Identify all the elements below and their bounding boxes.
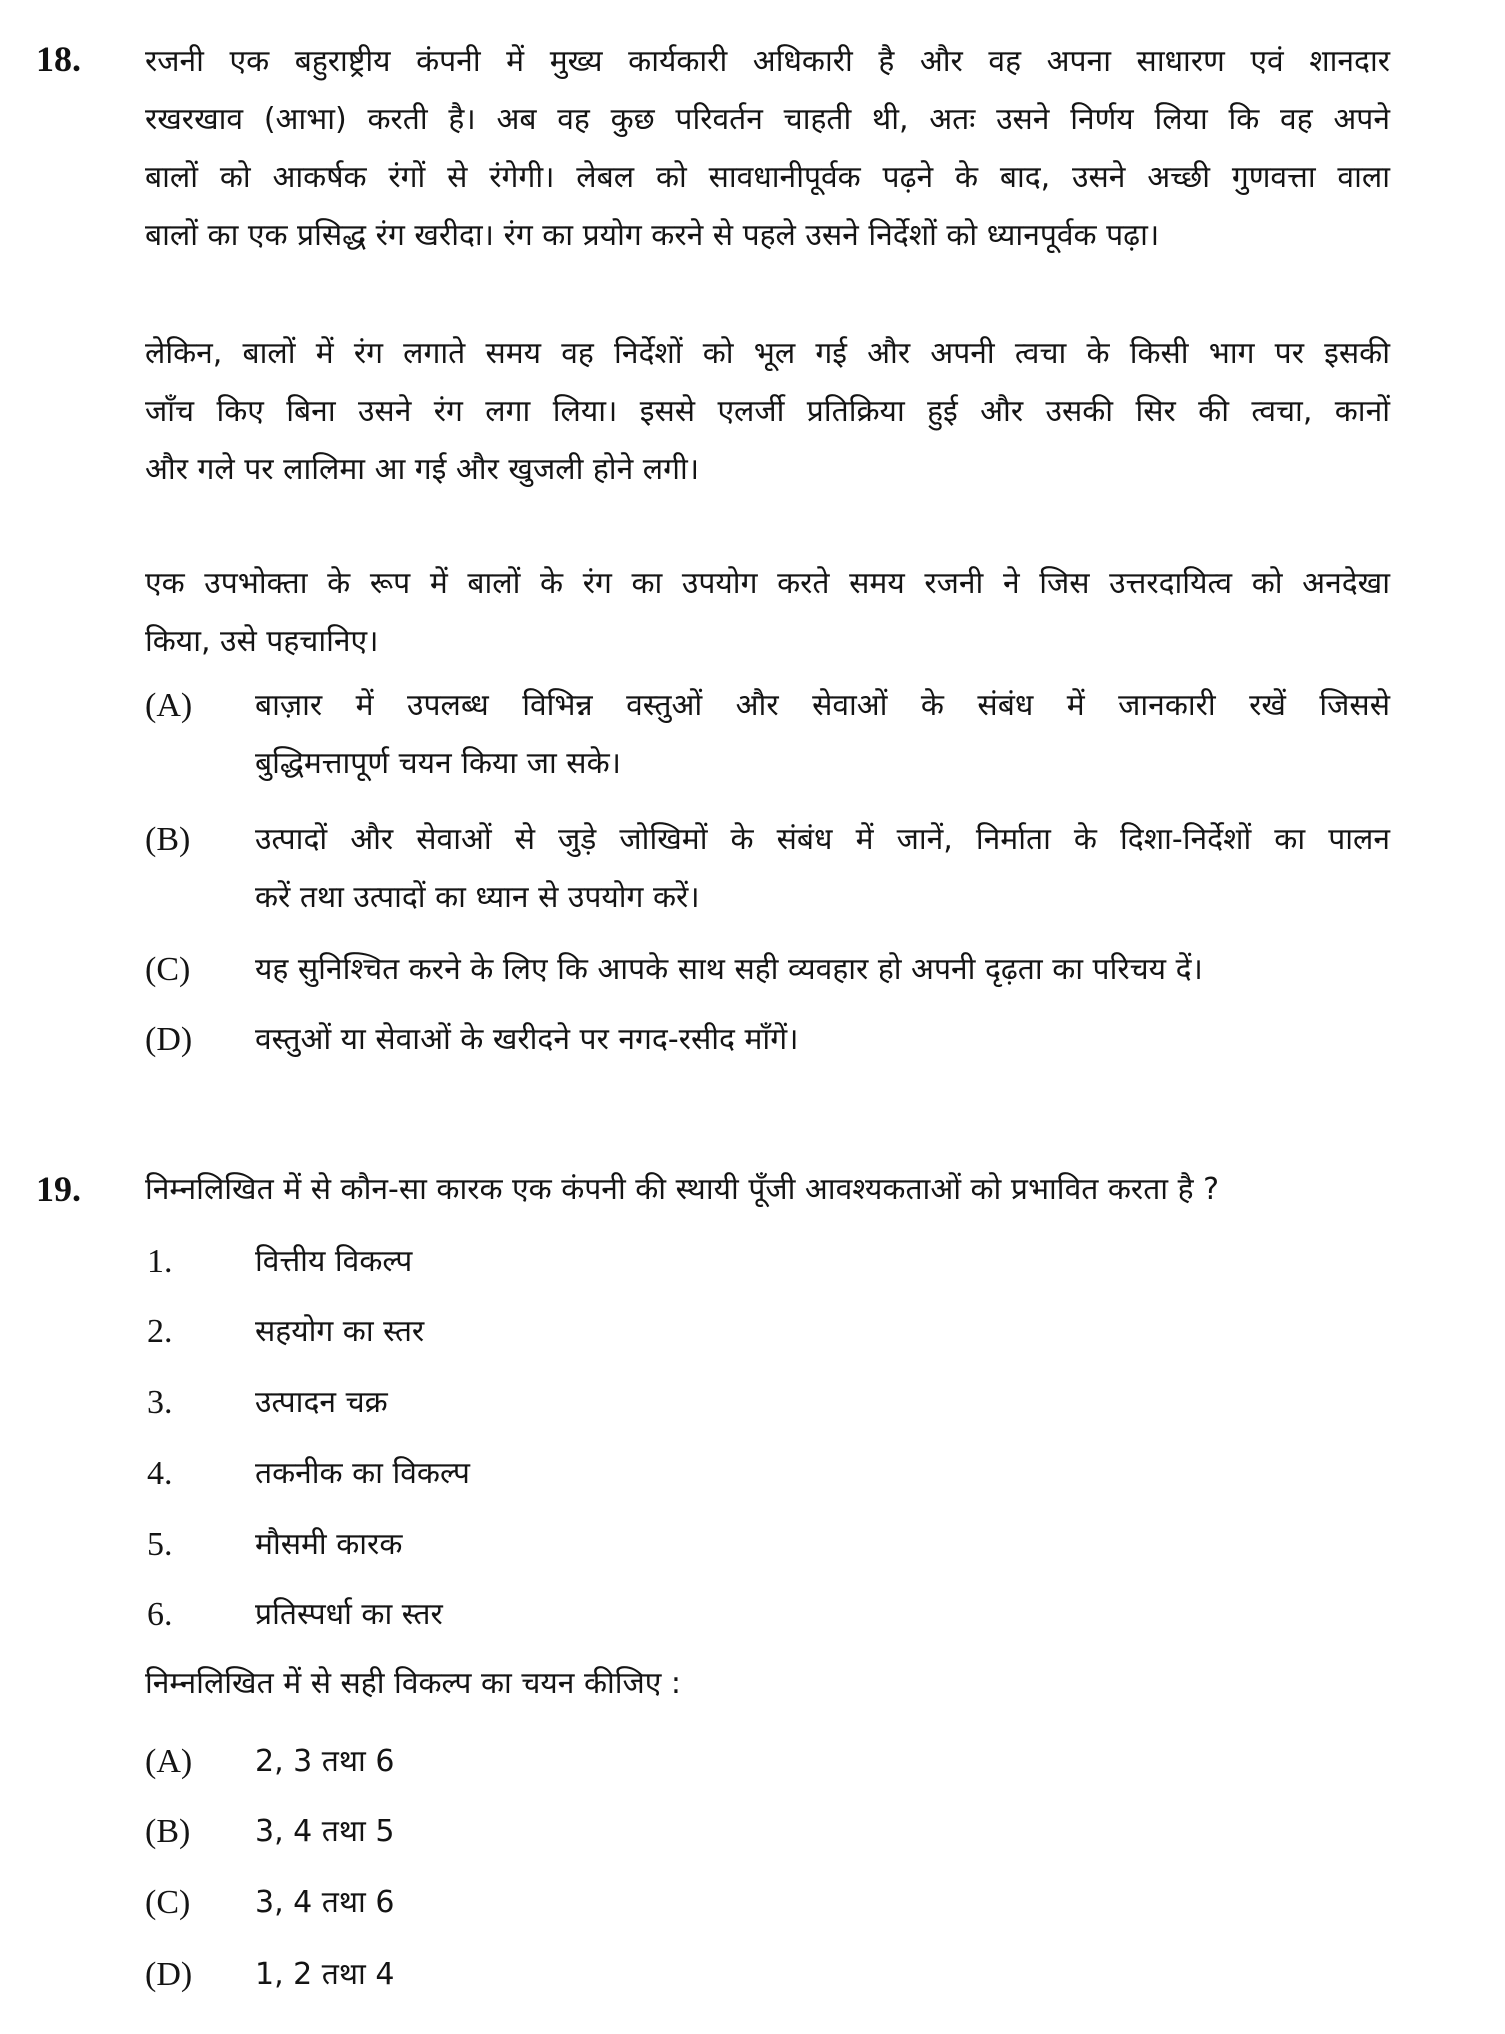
paragraph-line: एक उपभोक्ता के रूप में बालों के रंग का उपयोग करते समय रजनी ने जिस उत्तरदायित्व को अनदेखा [145, 566, 1390, 601]
factor-text: प्रतिस्पर्धा का स्तर [255, 1597, 443, 1632]
factor-text: मौसमी कारक [255, 1527, 403, 1562]
option-label: (C) [145, 1884, 191, 1921]
factor-text: वित्तीय विकल्प [255, 1244, 413, 1279]
paragraph-line: जाँच किए बिना उसने रंग लगा लिया। इससे एलर्जी प्रतिक्रिया हुई और उसकी सिर की त्वचा, कानों [145, 394, 1390, 429]
option-label: (B) [145, 1813, 191, 1850]
factor-number: 2. [147, 1313, 173, 1350]
factor-number: 5. [147, 1526, 173, 1563]
option-label: (B) [145, 821, 191, 858]
option-text: बुद्धिमत्तापूर्ण चयन किया जा सके। [255, 746, 621, 781]
paragraph-line: बालों को आकर्षक रंगों से रंगेगी। लेबल को सावधानीपूर्वक पढ़ने के बाद, उसने अच्छी गुणवत्ता वाला [145, 160, 1390, 195]
option-text: करें तथा उत्पादों का ध्यान से उपयोग करें। [255, 880, 700, 915]
factor-text: उत्पादन चक्र [255, 1385, 388, 1420]
option-label: (D) [145, 1956, 193, 1993]
paragraph-line: और गले पर लालिमा आ गई और खुजली होने लगी। [145, 452, 700, 487]
paragraph-line: रखरखाव (आभा) करती है। अब वह कुछ परिवर्तन चाहती थी, अतः उसने निर्णय लिया कि वह अपने [145, 102, 1390, 137]
factor-text: तकनीक का विकल्प [255, 1456, 470, 1491]
option-text: बाज़ार में उपलब्ध विभिन्न वस्तुओं और सेवाओं के संबंध में जानकारी रखें जिससे [255, 688, 1390, 723]
option-text: यह सुनिश्चित करने के लिए कि आपके साथ सही व्यवहार हो अपनी दृढ़ता का परिचय दें। [255, 952, 1203, 987]
factor-number: 1. [147, 1243, 173, 1280]
question-instruction: निम्नलिखित में से सही विकल्प का चयन कीजिए : [145, 1666, 682, 1701]
option-text: वस्तुओं या सेवाओं के खरीदने पर नगद-रसीद माँगें। [255, 1022, 799, 1057]
paragraph-line: किया, उसे पहचानिए। [145, 624, 379, 659]
factor-number: 3. [147, 1384, 173, 1421]
option-label: (A) [145, 1743, 193, 1780]
option-label: (A) [145, 687, 193, 724]
option-text: 3, 4 तथा 5 [255, 1814, 395, 1849]
factor-text: सहयोग का स्तर [255, 1314, 425, 1349]
option-text: 1, 2 तथा 4 [255, 1957, 395, 1992]
option-text: 2, 3 तथा 6 [255, 1744, 395, 1779]
factor-number: 6. [147, 1596, 173, 1633]
paragraph-line: रजनी एक बहुराष्ट्रीय कंपनी में मुख्य कार्यकारी अधिकारी है और वह अपना साधारण एवं शानदार [145, 44, 1390, 79]
question-stem: निम्नलिखित में से कौन-सा कारक एक कंपनी की स्थायी पूँजी आवश्यकताओं को प्रभावित करता है ? [145, 1172, 1219, 1207]
option-label: (C) [145, 951, 191, 988]
option-text: 3, 4 तथा 6 [255, 1885, 395, 1920]
paragraph-line: लेकिन, बालों में रंग लगाते समय वह निर्देशों को भूल गई और अपनी त्वचा के किसी भाग पर इसकी [145, 336, 1390, 371]
paragraph-line: बालों का एक प्रसिद्ध रंग खरीदा। रंग का प्रयोग करने से पहले उसने निर्देशों को ध्यानपूर्वक पढ़ा। [145, 218, 1160, 253]
option-label: (D) [145, 1021, 193, 1058]
factor-number: 4. [147, 1455, 173, 1492]
question-number: 18. [36, 39, 81, 79]
question-number: 19. [36, 1169, 81, 1209]
option-text: उत्पादों और सेवाओं से जुड़े जोखिमों के संबंध में जानें, निर्माता के दिशा-निर्देशों का पालन [255, 822, 1390, 857]
